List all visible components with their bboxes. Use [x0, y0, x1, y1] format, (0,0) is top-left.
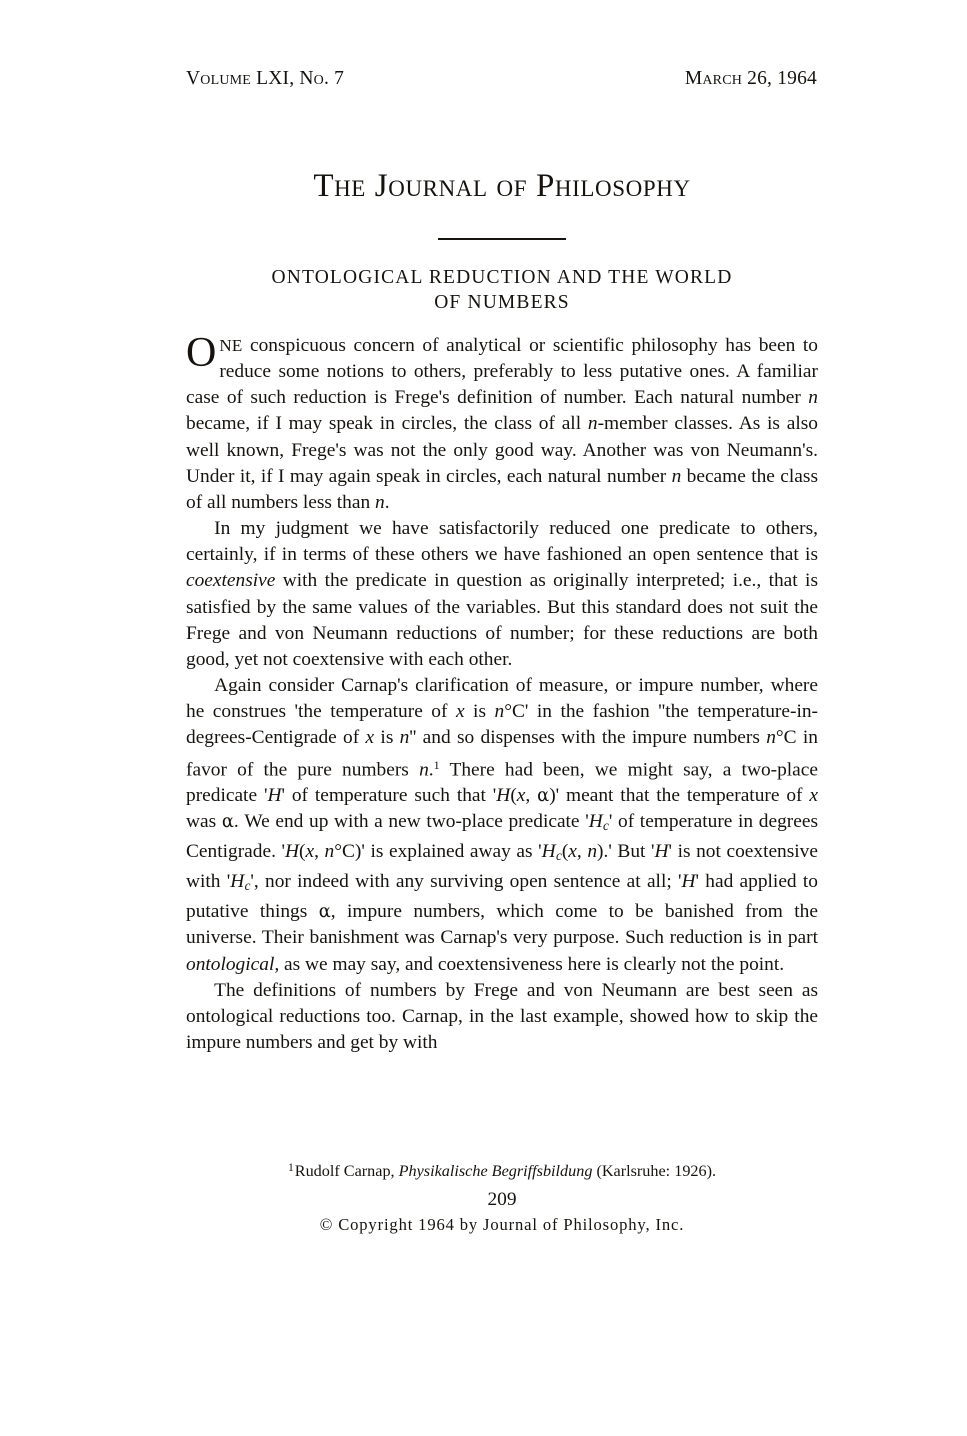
paragraph-3-text-23: ', nor indeed with any surviving open sentence at all; ' [250, 871, 682, 893]
predicate-H: H [230, 871, 245, 893]
body-paragraph-2 [186, 516, 818, 673]
paragraph-1-text-1: conspicuous concern of analytical or scientific philosophy has been to reduce some notions to others, preferably to less putative ones. A familiar case of such reduction is Frege's definition of number. Each natural number [186, 335, 818, 409]
paragraph-3-text-24: ' had applied to putative things [186, 871, 818, 923]
page-number: 209 [487, 1189, 517, 1210]
greek-alpha: α [221, 811, 234, 833]
predicate-H: H [588, 811, 603, 833]
masthead-divider-rule [438, 238, 566, 240]
paragraph-1-text-4: became the class of all numbers less than [186, 465, 818, 513]
variable-n: n [419, 758, 429, 780]
paragraph-3-text-1: Again consider Carnap's clarification of measure, or impure number, where he construes 'the temperature of [186, 675, 818, 723]
running-head [186, 68, 818, 92]
variable-x: x [516, 784, 526, 806]
paragraph-3-text-15: ' of temperature in degrees Centigrade. ' [186, 811, 818, 863]
paragraph-3-text-13: was [186, 811, 222, 833]
variable-n: n [587, 841, 598, 863]
variable-n: n [399, 727, 410, 749]
variable-x: x [455, 701, 465, 723]
paragraph-3-text-17: , [314, 841, 325, 863]
emphasis-coextensive: coextensive [186, 570, 276, 592]
paragraph-3-text-16: ( [299, 841, 306, 863]
emphasis-ontological: ontological, [186, 953, 280, 975]
footnote-entry [186, 1157, 818, 1182]
paragraph-3-text-11: , [525, 784, 538, 806]
journal-masthead-title: The Journal of Philosophy [313, 168, 691, 204]
subscript-c: c [244, 878, 251, 894]
paragraph-3-text-19: ( [561, 841, 569, 863]
article-title-line-1: ONTOLOGICAL REDUCTION AND THE WORLD [271, 267, 733, 288]
paragraph-3-text-14: . We end up with a new two-place predicate ' [233, 811, 589, 833]
paragraph-2-text-2: with the predicate in question as originally interpreted; i.e., that is satisfied by the same values of the variables. But this standard does not suit the Frege and von Neumann reductions of number; for these reductions are both good, yet not coextensive with each other. [186, 570, 818, 670]
paragraph-3-text-5: '' and so dispenses with the impure numbers [409, 727, 767, 749]
paragraph-3-text-18: °C)' is explained away as ' [334, 841, 542, 863]
article-title [186, 265, 818, 315]
article-body [186, 330, 819, 1056]
footnote-title: Physikalische Begriffsbildung [398, 1162, 593, 1181]
drop-cap-letter: O [186, 330, 217, 376]
predicate-H: H [496, 784, 511, 806]
paragraph-1-text-3: -member classes. As is also well known, Frege's was not the only good way. Another was von Neumann's. Under it, if I may again speak in circles, each natural number [186, 413, 818, 487]
paragraph-3-text-6: °C in favor of the pure numbers [186, 727, 818, 780]
variable-x: x [365, 727, 375, 749]
issue-date-label: March 26, 1964 [684, 68, 817, 89]
paragraph-3-text-9: ' of temperature such that ' [281, 784, 497, 806]
subscript-c: c [555, 848, 562, 863]
body-paragraph-3 [186, 673, 818, 978]
paragraph-3-text-10: ( [510, 784, 517, 806]
paragraph-3-text-2: is [464, 701, 495, 723]
predicate-H: H [541, 841, 556, 863]
paragraph-3-text-7: . [428, 758, 434, 780]
paragraph-3-text-8: There had been, we might say, a two-place predicate ' [186, 758, 818, 806]
paragraph-1-text-5: . [384, 491, 390, 513]
variable-n: n [808, 387, 818, 409]
predicate-H: H [681, 871, 696, 893]
paragraph-3-text-21: ).' But ' [597, 841, 655, 863]
variable-x: x [568, 841, 577, 863]
variable-n: n [324, 841, 335, 863]
footnote-author: Rudolf Carnap, [294, 1162, 395, 1181]
article-title-line-2: OF NUMBERS [434, 292, 570, 313]
greek-alpha: α [537, 784, 550, 806]
predicate-H: H [267, 784, 282, 806]
paragraph-3-text-20: , [576, 841, 588, 863]
greek-alpha: α [318, 901, 331, 923]
paragraph-3-text-26: as we may say, and coextensiveness here is clearly not the point. [279, 953, 785, 975]
paragraph-3-text-3: °C' in the fashion ''the temperature-in-degrees-Centigrade of [186, 701, 818, 749]
paragraph-3-text-22: ' is not coextensive with ' [186, 841, 818, 893]
variable-n: n [375, 491, 385, 513]
lead-caps-text: NE [219, 336, 243, 355]
variable-n: n [587, 413, 598, 435]
variable-x: x [809, 784, 819, 806]
paragraph-3-text-12: )' meant that the temperature of [549, 784, 810, 806]
journal-page [186, 0, 818, 1436]
footnote-reference-marker[interactable]: 1 [433, 757, 440, 772]
body-paragraph-4: The definitions of numbers by Frege and von Neumann are best seen as ontological reductions too. Carnap, in the last example, showed how to skip the impure numbers and get by with [186, 979, 818, 1053]
subscript-c: c [603, 817, 609, 833]
predicate-H: H [654, 841, 669, 863]
variable-n: n [766, 727, 776, 749]
variable-n: n [671, 465, 682, 487]
paragraph-3-text-4: is [374, 727, 400, 749]
predicate-H: H [285, 841, 300, 863]
paragraph-2-text-1: In my judgment we have satisfactorily reduced one predicate to others, certainly, if in terms of these others we have fashioned an open sentence that is [186, 518, 818, 566]
volume-issue-label: Volume LXI, No. 7 [186, 68, 345, 89]
variable-x: x [305, 841, 315, 863]
footnote-number: 1 [287, 1161, 294, 1174]
copyright-notice: © Copyright 1964 by Journal of Philosophy, Inc. [319, 1215, 685, 1234]
footnote-publication: (Karlsruhe: 1926). [596, 1162, 717, 1181]
variable-n: n [494, 701, 505, 723]
paragraph-3-text-25: , impure numbers, which come to be banished from the universe. Their banishment was Carnap's very purpose. Such reduction is in part [186, 901, 818, 949]
paragraph-1-text-2: became, if I may speak in circles, the class of all [186, 413, 588, 435]
body-paragraph-1 [186, 330, 818, 516]
